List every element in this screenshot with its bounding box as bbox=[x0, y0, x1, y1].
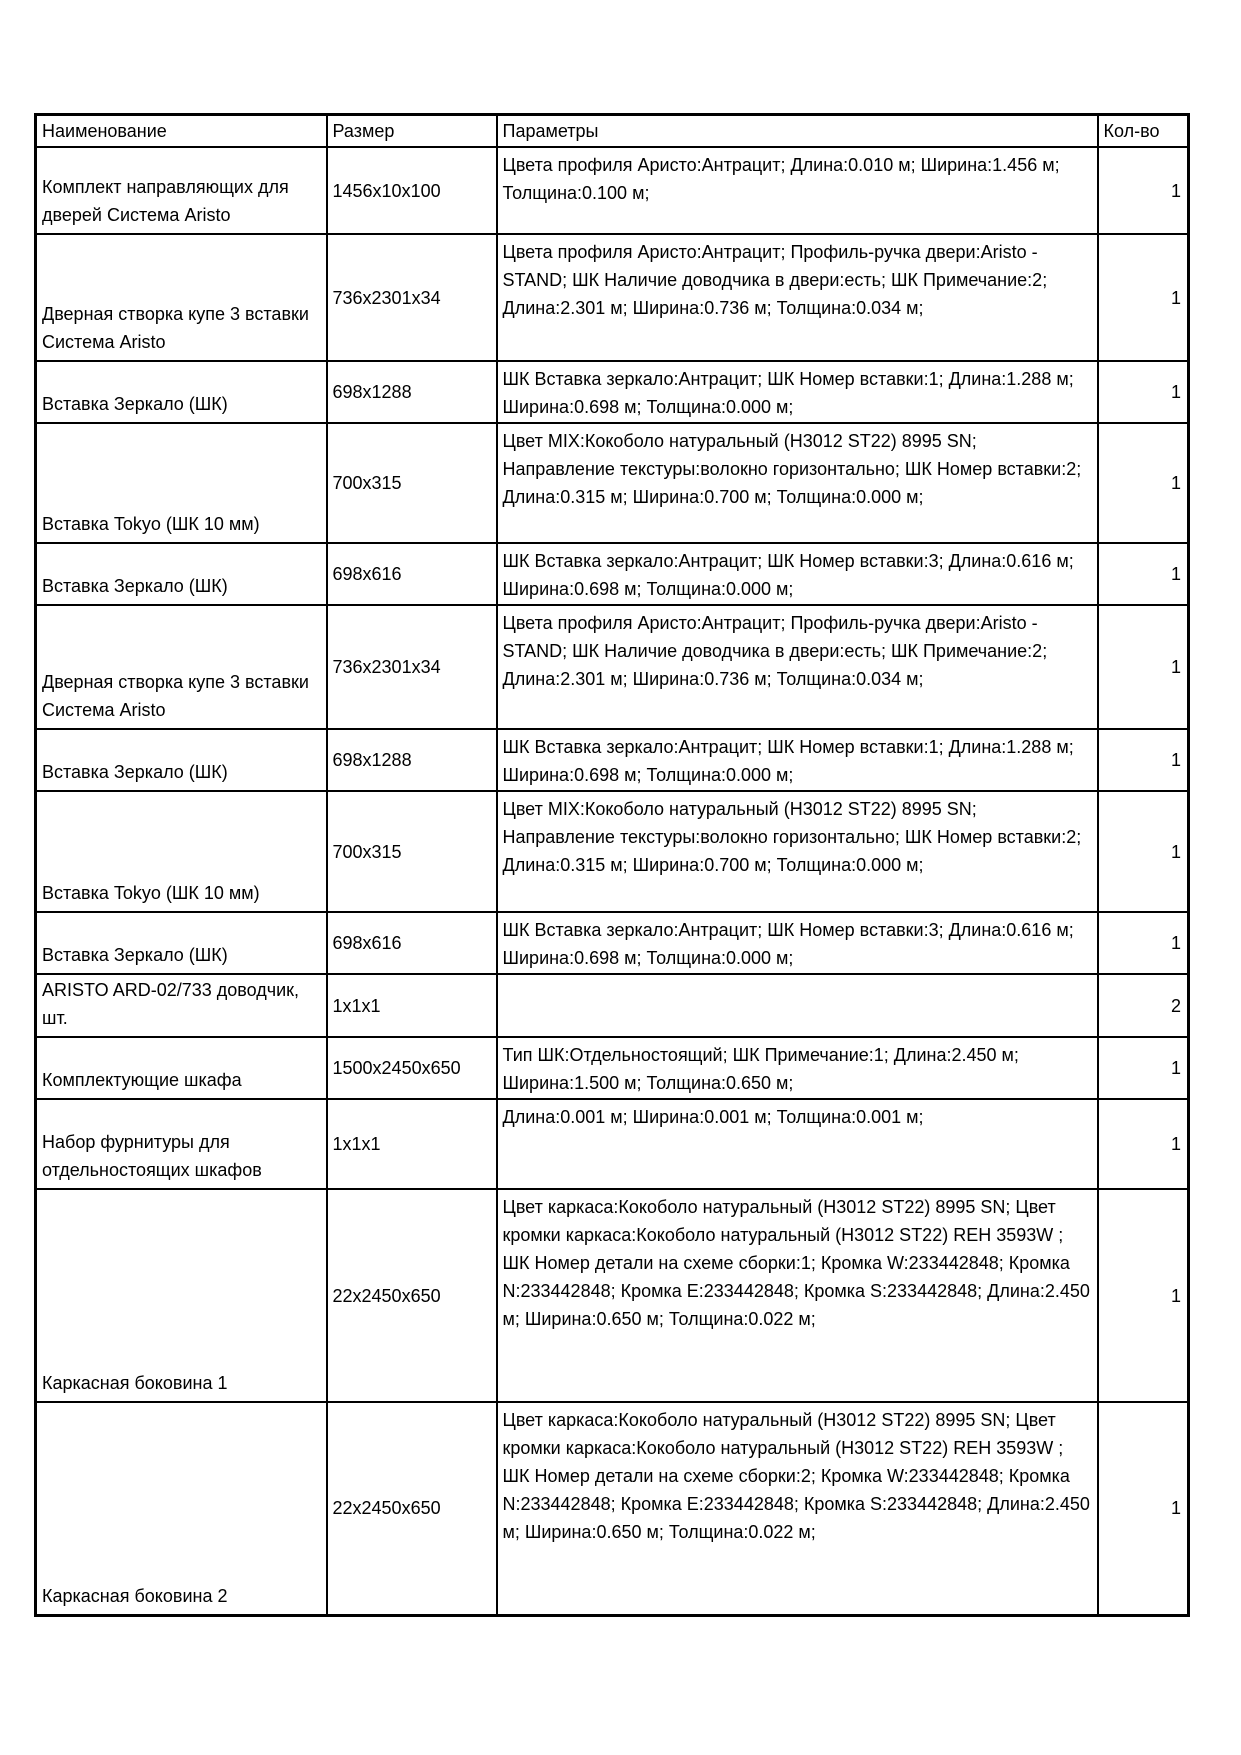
item-qty-cell: 1 bbox=[1098, 361, 1189, 423]
item-name-cell: Дверная створка купе 3 вставки Система Aristo bbox=[36, 234, 327, 361]
item-params-cell bbox=[497, 974, 1098, 1037]
item-name-cell: Вставка Tokyo (ШК 10 мм) bbox=[36, 791, 327, 912]
table-row bbox=[36, 912, 1189, 974]
column-header-qty: Кол-во bbox=[1098, 115, 1189, 148]
item-size-cell: 698x616 bbox=[327, 912, 497, 974]
table-row bbox=[36, 1402, 1189, 1615]
table-row bbox=[36, 1037, 1189, 1099]
item-name-cell: Вставка Tokyo (ШК 10 мм) bbox=[36, 423, 327, 543]
item-name-cell: Вставка Зеркало (ШК) bbox=[36, 543, 327, 605]
item-qty-cell: 2 bbox=[1098, 974, 1189, 1037]
table-row bbox=[36, 361, 1189, 423]
item-qty-cell: 1 bbox=[1098, 1402, 1189, 1615]
item-params-cell: ШК Вставка зеркало:Антрацит; ШК Номер вставки:1; Длина:1.288 м; Ширина:0.698 м; Толщина:0.000 м; bbox=[497, 361, 1098, 423]
table-row bbox=[36, 543, 1189, 605]
item-name-cell: Каркасная боковина 2 bbox=[36, 1402, 327, 1615]
column-header-params: Параметры bbox=[497, 115, 1098, 148]
item-name-cell: Комплект направляющих для дверей Система Aristo bbox=[36, 147, 327, 234]
item-qty-cell: 1 bbox=[1098, 234, 1189, 361]
item-size-cell: 736x2301x34 bbox=[327, 605, 497, 729]
item-params-cell: ШК Вставка зеркало:Антрацит; ШК Номер вставки:3; Длина:0.616 м; Ширина:0.698 м; Толщина:0.000 м; bbox=[497, 912, 1098, 974]
item-name-cell: Каркасная боковина 1 bbox=[36, 1189, 327, 1402]
item-size-cell: 22x2450x650 bbox=[327, 1402, 497, 1615]
item-name-cell: Набор фурнитуры для отдельностоящих шкафов bbox=[36, 1099, 327, 1189]
item-params-cell: Цвет каркаса:Кокоболо натуральный (H3012 ST22) 8995 SN; Цвет кромки каркаса:Кокоболо натуральный (H3012 ST22) REH 3593W ; ШК Номер детали на схеме сборки:2; Кромка W:233442848; Кромка N:233442848; Кромка E:233442848; Кромка S:233442848; Длина:2.450 м; Ширина:0.650 м; Толщина:0.022 м; bbox=[497, 1402, 1098, 1615]
item-qty-cell: 1 bbox=[1098, 605, 1189, 729]
column-header-name: Наименование bbox=[36, 115, 327, 148]
item-qty-cell: 1 bbox=[1098, 147, 1189, 234]
item-qty-cell: 1 bbox=[1098, 912, 1189, 974]
table-row bbox=[36, 791, 1189, 912]
item-name-cell: ARISTO ARD-02/733 доводчик, шт. bbox=[36, 974, 327, 1037]
item-qty-cell: 1 bbox=[1098, 543, 1189, 605]
item-size-cell: 698x1288 bbox=[327, 361, 497, 423]
table-row bbox=[36, 729, 1189, 791]
item-name-cell: Вставка Зеркало (ШК) bbox=[36, 912, 327, 974]
components-table bbox=[34, 113, 1190, 1617]
item-qty-cell: 1 bbox=[1098, 729, 1189, 791]
table-header-row bbox=[36, 115, 1189, 148]
table-row bbox=[36, 147, 1189, 234]
item-size-cell: 1x1x1 bbox=[327, 1099, 497, 1189]
item-name-cell: Дверная створка купе 3 вставки Система Aristo bbox=[36, 605, 327, 729]
item-size-cell: 736x2301x34 bbox=[327, 234, 497, 361]
item-size-cell: 1x1x1 bbox=[327, 974, 497, 1037]
item-params-cell: Цвет MIX:Кокоболо натуральный (H3012 ST22) 8995 SN; Направление текстуры:волокно горизонтально; ШК Номер вставки:2; Длина:0.315 м; Ширина:0.700 м; Толщина:0.000 м; bbox=[497, 791, 1098, 912]
item-params-cell: Цвета профиля Аристо:Антрацит; Длина:0.010 м; Ширина:1.456 м; Толщина:0.100 м; bbox=[497, 147, 1098, 234]
item-params-cell: ШК Вставка зеркало:Антрацит; ШК Номер вставки:1; Длина:1.288 м; Ширина:0.698 м; Толщина:0.000 м; bbox=[497, 729, 1098, 791]
item-qty-cell: 1 bbox=[1098, 1037, 1189, 1099]
item-size-cell: 698x616 bbox=[327, 543, 497, 605]
item-name-cell: Вставка Зеркало (ШК) bbox=[36, 361, 327, 423]
table-row bbox=[36, 1099, 1189, 1189]
table-row bbox=[36, 1189, 1189, 1402]
item-size-cell: 1500x2450x650 bbox=[327, 1037, 497, 1099]
item-params-cell: Длина:0.001 м; Ширина:0.001 м; Толщина:0.001 м; bbox=[497, 1099, 1098, 1189]
item-size-cell: 22x2450x650 bbox=[327, 1189, 497, 1402]
item-size-cell: 698x1288 bbox=[327, 729, 497, 791]
table-row bbox=[36, 423, 1189, 543]
item-size-cell: 700x315 bbox=[327, 791, 497, 912]
item-size-cell: 700x315 bbox=[327, 423, 497, 543]
item-size-cell: 1456x10x100 bbox=[327, 147, 497, 234]
item-params-cell: Тип ШК:Отдельностоящий; ШК Примечание:1; Длина:2.450 м; Ширина:1.500 м; Толщина:0.650 м; bbox=[497, 1037, 1098, 1099]
item-qty-cell: 1 bbox=[1098, 1189, 1189, 1402]
table-body bbox=[36, 147, 1189, 1615]
item-qty-cell: 1 bbox=[1098, 1099, 1189, 1189]
table-row bbox=[36, 974, 1189, 1037]
table-row bbox=[36, 234, 1189, 361]
item-name-cell: Комплектующие шкафа bbox=[36, 1037, 327, 1099]
item-params-cell: ШК Вставка зеркало:Антрацит; ШК Номер вставки:3; Длина:0.616 м; Ширина:0.698 м; Толщина:0.000 м; bbox=[497, 543, 1098, 605]
column-header-size: Размер bbox=[327, 115, 497, 148]
item-params-cell: Цвета профиля Аристо:Антрацит; Профиль-ручка двери:Aristo - STAND; ШК Наличие доводчика в двери:есть; ШК Примечание:2; Длина:2.301 м; Ширина:0.736 м; Толщина:0.034 м; bbox=[497, 605, 1098, 729]
item-params-cell: Цвет каркаса:Кокоболо натуральный (H3012 ST22) 8995 SN; Цвет кромки каркаса:Кокоболо натуральный (H3012 ST22) REH 3593W ; ШК Номер детали на схеме сборки:1; Кромка W:233442848; Кромка N:233442848; Кромка E:233442848; Кромка S:233442848; Длина:2.450 м; Ширина:0.650 м; Толщина:0.022 м; bbox=[497, 1189, 1098, 1402]
item-name-cell: Вставка Зеркало (ШК) bbox=[36, 729, 327, 791]
item-params-cell: Цвет MIX:Кокоболо натуральный (H3012 ST22) 8995 SN; Направление текстуры:волокно горизонтально; ШК Номер вставки:2; Длина:0.315 м; Ширина:0.700 м; Толщина:0.000 м; bbox=[497, 423, 1098, 543]
item-qty-cell: 1 bbox=[1098, 791, 1189, 912]
item-qty-cell: 1 bbox=[1098, 423, 1189, 543]
table-row bbox=[36, 605, 1189, 729]
item-params-cell: Цвета профиля Аристо:Антрацит; Профиль-ручка двери:Aristo - STAND; ШК Наличие доводчика в двери:есть; ШК Примечание:2; Длина:2.301 м; Ширина:0.736 м; Толщина:0.034 м; bbox=[497, 234, 1098, 361]
